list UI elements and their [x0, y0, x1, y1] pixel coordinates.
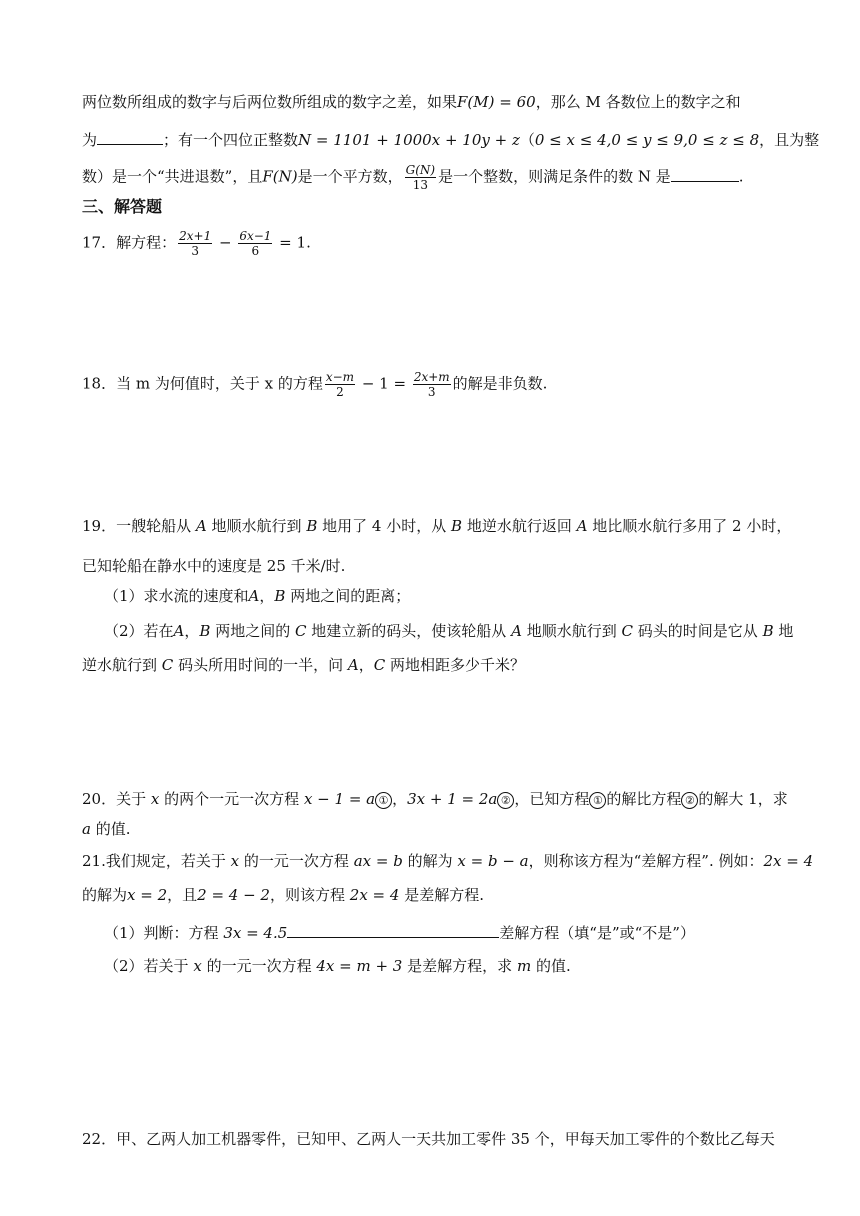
q16-line-2 [82, 128, 819, 151]
fraction [325, 371, 355, 398]
var: C [621, 622, 633, 640]
text: 地逆水航行返回 [466, 517, 572, 535]
text: 甲、乙两人加工机器零件，已知甲、乙两人一天共加工零件 35 个，甲每天加工零件的个数比乙每天 [116, 1130, 775, 1148]
text: ，则称该方程为“差解方程”. 例如： [528, 852, 764, 870]
math: 4x = m + 3 [316, 957, 403, 975]
var: x [150, 790, 160, 808]
var: C [295, 622, 307, 640]
circled-one: ① [589, 792, 606, 809]
text: 地 [778, 622, 794, 640]
math: − [214, 233, 237, 252]
text: 的解大 1，求 [698, 790, 788, 808]
var: C [373, 656, 386, 674]
text: 我们规定，若关于 [105, 852, 226, 870]
question-21-part-2 [104, 955, 571, 977]
text: 地顺水航行到 [526, 622, 617, 640]
text: 解方程： [116, 233, 177, 252]
math: F(M) = 60 [457, 93, 536, 111]
question-19-line-2: 已知轮船在静水中的速度是 25 千米/时. [82, 557, 346, 575]
text: ，那么 M 各数位上的数字之和 [535, 93, 741, 111]
text: ，且为整 [759, 131, 820, 149]
circled-one: ① [375, 792, 392, 809]
math: ax = b [353, 852, 403, 870]
fraction [405, 164, 436, 191]
fraction-denominator: 13 [412, 178, 428, 192]
text: ，已知方程 [514, 790, 590, 808]
var: B [306, 517, 318, 535]
text: 是一个平方数， [297, 167, 403, 186]
math: = 1 [274, 233, 307, 252]
var: m [516, 957, 532, 975]
var: B [274, 587, 286, 605]
text: . [306, 233, 311, 252]
text: 是差解方程，求 [407, 957, 513, 975]
text: 的解是非负数. [452, 374, 548, 393]
fraction [238, 230, 272, 257]
question-number: 18． [82, 374, 117, 393]
text: 的值. [95, 820, 131, 838]
question-number: 21. [82, 852, 106, 870]
fraction [413, 371, 451, 398]
text: 的一元一次方程 [206, 957, 312, 975]
q16-line-3 [82, 164, 744, 191]
question-number: 22． [82, 1130, 117, 1148]
text: ， [358, 656, 374, 674]
text: . [738, 167, 744, 186]
circled-two: ② [681, 792, 698, 809]
text: 一艘轮船从 [116, 517, 192, 535]
var: x [193, 957, 202, 975]
question-20-line-1 [82, 788, 788, 810]
text: 地顺水航行到 [211, 517, 302, 535]
text: ， [184, 622, 200, 640]
math: N = 1101 + 1000x + 10y + z [298, 131, 520, 149]
math: F(N) [262, 167, 298, 186]
fraction-denominator: 6 [251, 244, 260, 258]
text: 码头的时间是它从 [637, 622, 758, 640]
var: A [173, 622, 185, 640]
fraction-numerator: 6x−1 [239, 229, 272, 243]
fraction-denominator: 3 [427, 385, 436, 399]
text: 地比顺水航行多用了 2 小时， [592, 517, 792, 535]
question-19-part-2-cont [82, 654, 525, 676]
text: 两地相距多少千米？ [389, 656, 525, 674]
text: 差解方程（填“是”或“不是”） [499, 924, 695, 942]
question-number: 17． [82, 233, 117, 252]
var: A [347, 656, 359, 674]
question-21-part-1 [104, 921, 695, 944]
text: ， [392, 790, 408, 808]
text: 地建立新的码头，使该轮船从 [311, 622, 507, 640]
math: x = b − a [457, 852, 529, 870]
math: 0 ≤ x ≤ 4,0 ≤ y ≤ 9,0 ≤ z ≤ 8 [534, 131, 760, 149]
math: 3x = 4.5 [223, 924, 288, 942]
question-21-line-2 [82, 884, 484, 906]
text: 码头所用时间的一半，问 [178, 656, 344, 674]
fraction [178, 230, 212, 257]
question-19-part-2 [104, 620, 793, 642]
var: A [248, 587, 260, 605]
text: （1）求水流的速度和 [104, 587, 249, 605]
text: 两地之间的 [215, 622, 291, 640]
text: 是差解方程. [404, 886, 484, 904]
text: 数）是一个“共进退数”，且 [82, 167, 263, 186]
text: （1）判断：方程 [104, 924, 219, 942]
question-19-line-1 [82, 515, 791, 537]
text: 两位数所组成的数字与后两位数所组成的数字之差，如果 [82, 93, 458, 111]
var: B [451, 517, 463, 535]
text: （2）若关于 [104, 957, 189, 975]
question-20-line-2 [82, 818, 131, 840]
math: 2 = 4 − 2 [197, 886, 270, 904]
answer-blank[interactable] [97, 128, 163, 145]
var: a [82, 820, 91, 838]
answer-blank[interactable] [671, 165, 739, 182]
fraction-numerator: 2x+1 [179, 229, 212, 243]
text: 是一个整数，则满足条件的数 N 是 [438, 167, 671, 186]
math: x = 2 [127, 886, 168, 904]
text: 两地之间的距离； [290, 587, 411, 605]
text: ；有一个四位正整数 [163, 131, 299, 149]
text: 的解为 [407, 852, 453, 870]
question-18 [82, 371, 547, 398]
var: x [230, 852, 240, 870]
math: 3x + 1 = 2a [407, 790, 498, 808]
text: 的解比方程 [606, 790, 682, 808]
var: A [195, 517, 207, 535]
circled-two: ② [497, 792, 514, 809]
text: 的一元一次方程 [243, 852, 349, 870]
var: C [161, 656, 174, 674]
text: 关于 [116, 790, 147, 808]
fraction-numerator: G(N) [405, 163, 436, 177]
text: 的解为 [82, 886, 128, 904]
question-number: 20． [82, 790, 117, 808]
question-19-part-1 [104, 585, 410, 607]
fraction-numerator: x−m [325, 370, 355, 384]
text: 当 m 为何值时，关于 x 的方程 [116, 374, 323, 393]
text: 地用了 4 小时，从 [322, 517, 447, 535]
text: 的两个一元一次方程 [164, 790, 300, 808]
var: B [762, 622, 774, 640]
math: x − 1 = a [303, 790, 376, 808]
fraction-denominator: 3 [191, 244, 199, 258]
text: ， [259, 587, 275, 605]
var: A [511, 622, 522, 640]
var: B [199, 622, 211, 640]
section-heading: 三、解答题 [82, 197, 163, 216]
q16-line-1 [82, 91, 741, 113]
fraction-denominator: 2 [336, 385, 344, 399]
text: ，则该方程 [269, 886, 345, 904]
math: 2x = 4 [349, 886, 400, 904]
var: A [576, 517, 588, 535]
question-17 [82, 230, 311, 257]
math: − 1 = [357, 374, 411, 393]
question-21-line-1 [82, 850, 813, 872]
text: ，且 [167, 886, 198, 904]
question-22 [82, 1128, 775, 1150]
answer-blank[interactable] [287, 921, 499, 938]
math: 2x = 4 [763, 852, 814, 870]
text: （2）若在 [104, 622, 174, 640]
text: （ [519, 131, 535, 149]
text: 为 [82, 131, 98, 149]
question-number: 19． [82, 517, 117, 535]
text: 的值. [535, 957, 571, 975]
fraction-numerator: 2x+m [413, 370, 450, 384]
text: 逆水航行到 [82, 656, 158, 674]
